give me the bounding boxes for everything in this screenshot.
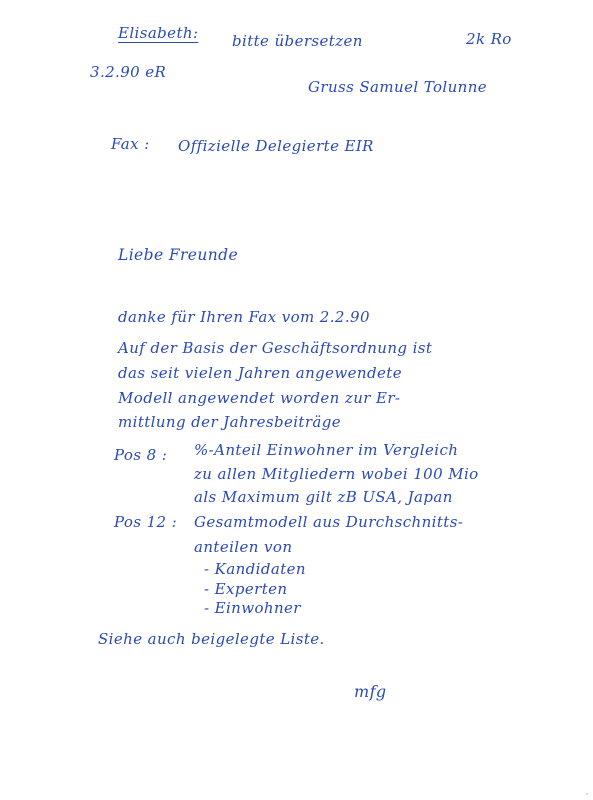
pos12-list-item: - Einwohner bbox=[204, 599, 301, 617]
body-line: mittlung der Jahresbeiträge bbox=[118, 413, 342, 431]
signoff: mfg bbox=[354, 682, 387, 701]
header-translation-note: bitte übersetzen bbox=[232, 32, 363, 50]
pos12-list-item: - Kandidaten bbox=[204, 560, 306, 578]
pos12-line: Gesamtmodell aus Durchschnitts- bbox=[194, 513, 464, 531]
pos12-line: anteilen von bbox=[194, 538, 293, 556]
fax-recipient: Offizielle Delegierte EIR bbox=[178, 137, 374, 155]
body-line: Auf der Basis der Geschäftsordnung ist bbox=[118, 339, 433, 357]
fax-label: Fax : bbox=[111, 135, 150, 153]
body-line: das seit vielen Jahren angewendete bbox=[118, 364, 402, 382]
header-date: 3.2.90 eR bbox=[90, 63, 167, 81]
body-line: Modell angewendet worden zur Er- bbox=[118, 389, 401, 407]
pos8-line: zu allen Mitgliedern wobei 100 Mio bbox=[194, 465, 479, 483]
pos8-line: %-Anteil Einwohner im Vergleich bbox=[194, 441, 459, 459]
pos8-label: Pos 8 : bbox=[114, 446, 168, 464]
pos12-label: Pos 12 : bbox=[114, 513, 178, 531]
body-line: danke für Ihren Fax vom 2.2.90 bbox=[118, 308, 370, 326]
letter-salutation: Liebe Freunde bbox=[118, 246, 239, 264]
closing-line: Siehe auch beigelegte Liste. bbox=[98, 630, 325, 648]
header-greeting: Gruss Samuel Tolunne bbox=[308, 78, 488, 96]
pos8-line: als Maximum gilt zB USA, Japan bbox=[194, 488, 453, 506]
header-addressee: Elisabeth: bbox=[118, 24, 199, 42]
scan-speck bbox=[586, 793, 588, 795]
pos12-list-item: - Experten bbox=[204, 580, 288, 598]
header-initials: 2k Ro bbox=[466, 30, 512, 48]
